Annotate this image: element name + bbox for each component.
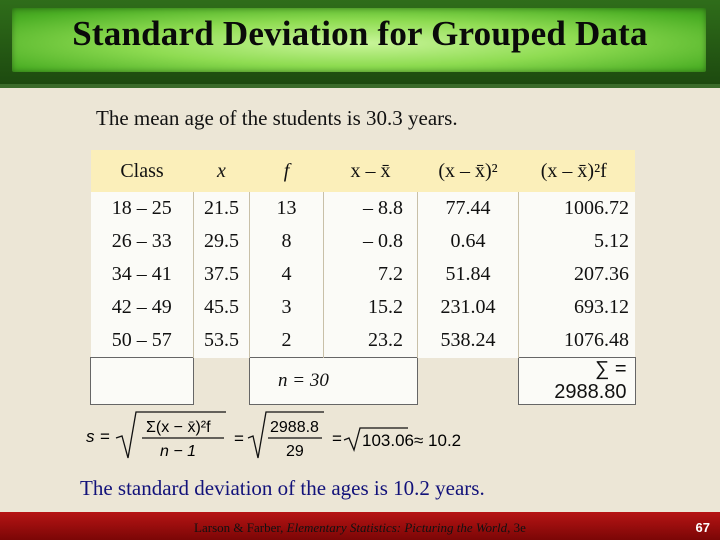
- svg-text:=: =: [234, 429, 244, 448]
- table-header-row: [91, 150, 636, 192]
- cell-deviation: 7.2: [324, 258, 418, 291]
- cell-deviation-squared: 538.24: [418, 324, 519, 358]
- cell-class: 26 – 33: [91, 225, 194, 258]
- cell-f: 13: [250, 192, 324, 225]
- svg-text:=: =: [332, 429, 342, 448]
- header-deviation-squared-times-f: (x – x̄)²f: [519, 150, 636, 192]
- table-row: [91, 192, 636, 225]
- svg-text:=: =: [100, 427, 110, 446]
- cell-deviation: 15.2: [324, 291, 418, 324]
- formula-numerator: Σ(x − x̄)²f: [146, 419, 211, 436]
- cell-f: 8: [250, 225, 324, 258]
- header-x: x: [194, 150, 250, 192]
- title-divider: [0, 84, 720, 88]
- header-class: Class: [91, 150, 194, 192]
- cell-x: 21.5: [194, 192, 250, 225]
- frequency-table: [90, 150, 636, 405]
- cell-f: 4: [250, 258, 324, 291]
- table-row: [91, 225, 636, 258]
- cell-deviation-squared: 51.84: [418, 258, 519, 291]
- standard-deviation-formula: [86, 408, 506, 464]
- n-total: n = 30: [250, 358, 418, 405]
- cell-deviation-squared-times-f: 693.12: [519, 291, 636, 324]
- footer-book-title: Elementary Statistics: Picturing the World: [286, 520, 508, 535]
- formula-den-value: 29: [286, 443, 304, 460]
- cell-deviation-squared-times-f: 1006.72: [519, 192, 636, 225]
- cell-deviation-squared-times-f: 5.12: [519, 225, 636, 258]
- footer-citation: [0, 520, 720, 536]
- cell-deviation-squared: 0.64: [418, 225, 519, 258]
- header-deviation: x – x̄: [324, 150, 418, 192]
- sum-total: ∑ = 2988.80: [519, 358, 636, 405]
- slide-title: Standard Deviation for Grouped Data: [72, 14, 648, 53]
- cell-deviation-squared: 77.44: [418, 192, 519, 225]
- cell-class: 50 – 57: [91, 324, 194, 358]
- page-number: 67: [695, 520, 710, 535]
- table-row: [91, 324, 636, 358]
- table-row: [91, 258, 636, 291]
- cell-x: 53.5: [194, 324, 250, 358]
- cell-deviation: 23.2: [324, 324, 418, 358]
- formula-s: s: [86, 427, 95, 446]
- footer-edition: , 3e: [507, 520, 526, 535]
- table-row: [91, 291, 636, 324]
- cell-deviation-squared-times-f: 1076.48: [519, 324, 636, 358]
- cell-deviation: – 0.8: [324, 225, 418, 258]
- mean-sentence: The mean age of the students is 30.3 years.: [96, 106, 458, 130]
- cell-f: 3: [250, 291, 324, 324]
- cell-class: 42 – 49: [91, 291, 194, 324]
- header-f: f: [250, 150, 324, 192]
- formula-denominator: n − 1: [160, 443, 197, 460]
- formula-result: ≈ 10.2: [414, 431, 462, 450]
- footer-authors: Larson & Farber,: [194, 520, 287, 535]
- cell-x: 37.5: [194, 258, 250, 291]
- table-total-row: [91, 358, 636, 405]
- formula-sqrt-value: 103.06: [362, 431, 414, 450]
- cell-deviation: – 8.8: [324, 192, 418, 225]
- cell-class: 18 – 25: [91, 192, 194, 225]
- cell-class: 34 – 41: [91, 258, 194, 291]
- total-empty-cell: [91, 358, 194, 405]
- cell-x: 45.5: [194, 291, 250, 324]
- conclusion-sentence: The standard deviation of the ages is 10.2 years.: [80, 476, 485, 500]
- header-deviation-squared: (x – x̄)²: [418, 150, 519, 192]
- formula-num-value: 2988.8: [270, 419, 319, 436]
- cell-deviation-squared: 231.04: [418, 291, 519, 324]
- cell-x: 29.5: [194, 225, 250, 258]
- cell-deviation-squared-times-f: 207.36: [519, 258, 636, 291]
- cell-f: 2: [250, 324, 324, 358]
